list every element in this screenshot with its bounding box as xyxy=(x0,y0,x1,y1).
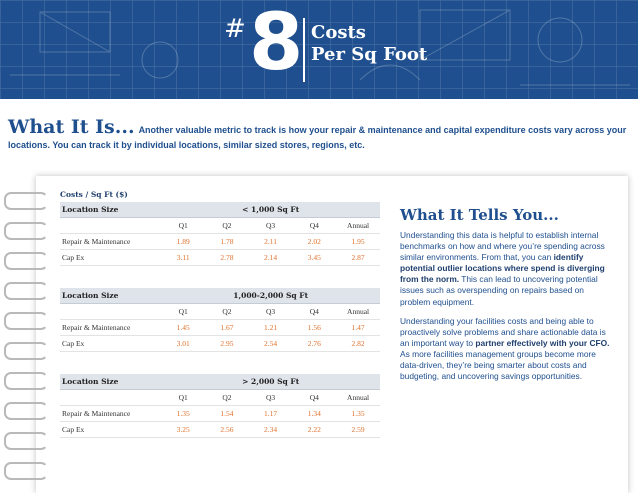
value-cell: 2.56 xyxy=(205,422,249,438)
quarter-row xyxy=(60,304,380,320)
value-cell: 1.67 xyxy=(205,320,249,336)
value-cell: 1.56 xyxy=(292,320,336,336)
cost-tables xyxy=(60,188,380,460)
value-cell: 1.95 xyxy=(336,234,380,250)
what-it-tells-paragraph-2: Understanding your facilities costs and being able to proactively solve problems and share actionable data is an important way to partner effectively with your CFO. As more facilities management groups become more data-driven, they’re being smarter about costs and budgeting, and uncovering savings opportunities. xyxy=(400,315,610,382)
section-number: 8 xyxy=(249,0,302,88)
value-cell: 2.34 xyxy=(249,422,293,438)
quarter-annual: Annual xyxy=(336,304,380,320)
value-cell: 3.45 xyxy=(292,250,336,266)
row-label: Repair & Maintenance xyxy=(60,406,161,422)
hash-symbol: # xyxy=(224,14,246,44)
value-cell: 2.22 xyxy=(292,422,336,438)
quarter-q3: Q3 xyxy=(249,390,293,406)
table-row xyxy=(60,422,380,438)
what-it-is-heading: What It Is... xyxy=(8,116,135,138)
row-label: Cap Ex xyxy=(60,336,161,352)
binder-ring xyxy=(4,342,48,360)
value-cell: 2.78 xyxy=(205,250,249,266)
value-cell: 2.14 xyxy=(249,250,293,266)
location-size-label: Location Size xyxy=(60,374,161,390)
table-row xyxy=(60,406,380,422)
value-cell: 1.89 xyxy=(161,234,205,250)
quarter-q1: Q1 xyxy=(161,304,205,320)
what-it-is-section xyxy=(8,116,628,153)
value-cell: 1.45 xyxy=(161,320,205,336)
header-banner xyxy=(0,0,638,99)
value-cell: 2.02 xyxy=(292,234,336,250)
size-range: < 1,000 Sq Ft xyxy=(161,202,380,218)
value-cell: 2.82 xyxy=(336,336,380,352)
table-row xyxy=(60,250,380,266)
size-range: 1,000-2,000 Sq Ft xyxy=(161,288,380,304)
tables-caption: Costs / Sq Ft ($) xyxy=(60,190,128,199)
table-header-row xyxy=(60,374,380,390)
value-cell: 1.35 xyxy=(336,406,380,422)
table-row xyxy=(60,234,380,250)
location-size-label: Location Size xyxy=(60,202,161,218)
section-title-line1: Costs xyxy=(311,22,366,43)
value-cell: 1.34 xyxy=(292,406,336,422)
binder-ring xyxy=(4,432,48,450)
binder-ring xyxy=(4,372,48,390)
binder-ring xyxy=(4,402,48,420)
cost-table-medium xyxy=(60,288,380,352)
table-row xyxy=(60,336,380,352)
quarter-annual: Annual xyxy=(336,390,380,406)
emphasis-text: partner effectively with your CFO. xyxy=(475,337,610,348)
quarter-q1: Q1 xyxy=(161,390,205,406)
value-cell: 3.11 xyxy=(161,250,205,266)
section-title-line2: Per Sq Foot xyxy=(311,44,428,65)
value-cell: 3.01 xyxy=(161,336,205,352)
cost-table-small xyxy=(60,202,380,266)
value-cell: 1.54 xyxy=(205,406,249,422)
value-cell: 2.76 xyxy=(292,336,336,352)
row-label: Cap Ex xyxy=(60,250,161,266)
table-header-row xyxy=(60,288,380,304)
quarter-q3: Q3 xyxy=(249,304,293,320)
value-cell: 2.59 xyxy=(336,422,380,438)
what-it-is-text: Another valuable metric to track is how your repair & maintenance and capital expenditure costs vary across your locations. You can track it by individual locations, similar sized stores, regions, etc. xyxy=(8,125,627,150)
value-cell: 2.87 xyxy=(336,250,380,266)
value-cell: 3.25 xyxy=(161,422,205,438)
row-label: Cap Ex xyxy=(60,422,161,438)
what-it-tells-heading: What It Tells You... xyxy=(400,206,559,224)
binder-ring xyxy=(4,252,48,270)
value-cell: 1.78 xyxy=(205,234,249,250)
quarter-q2: Q2 xyxy=(205,390,249,406)
section-title xyxy=(311,22,427,66)
quarter-row xyxy=(60,390,380,406)
quarter-q2: Q2 xyxy=(205,218,249,234)
what-it-tells-section xyxy=(400,206,612,390)
binder-ring xyxy=(4,192,48,210)
quarter-q4: Q4 xyxy=(292,218,336,234)
quarter-q2: Q2 xyxy=(205,304,249,320)
header-divider xyxy=(303,18,305,82)
row-label: Repair & Maintenance xyxy=(60,320,161,336)
quarter-row xyxy=(60,218,380,234)
value-cell: 2.11 xyxy=(249,234,293,250)
cost-table-large xyxy=(60,374,380,438)
emphasis-text: identify potential outlier locations where spend is diverging from the norm. xyxy=(400,252,605,285)
quarter-q4: Q4 xyxy=(292,304,336,320)
what-it-tells-paragraph-1: Understanding this data is helpful to establish internal benchmarks on how and where you’re spending across similar environments. From that, you can identify potential outlier locations where spend is diverging from the norm. This can lead to uncovering potential issues such as overspending on repairs based on problem equipment. xyxy=(400,230,605,307)
quarter-q4: Q4 xyxy=(292,390,336,406)
table-row xyxy=(60,320,380,336)
binder-ring xyxy=(4,462,48,480)
binder-ring xyxy=(4,282,48,300)
location-size-label: Location Size xyxy=(60,288,161,304)
binder-ring xyxy=(4,312,48,330)
size-range: > 2,000 Sq Ft xyxy=(161,374,380,390)
binder-rings xyxy=(0,170,56,493)
binder-ring xyxy=(4,222,48,240)
table-header-row xyxy=(60,202,380,218)
value-cell: 1.47 xyxy=(336,320,380,336)
value-cell: 1.35 xyxy=(161,406,205,422)
quarter-annual: Annual xyxy=(336,218,380,234)
quarter-q1: Q1 xyxy=(161,218,205,234)
value-cell: 2.95 xyxy=(205,336,249,352)
value-cell: 1.21 xyxy=(249,320,293,336)
row-label: Repair & Maintenance xyxy=(60,234,161,250)
value-cell: 1.17 xyxy=(249,406,293,422)
value-cell: 2.54 xyxy=(249,336,293,352)
quarter-q3: Q3 xyxy=(249,218,293,234)
